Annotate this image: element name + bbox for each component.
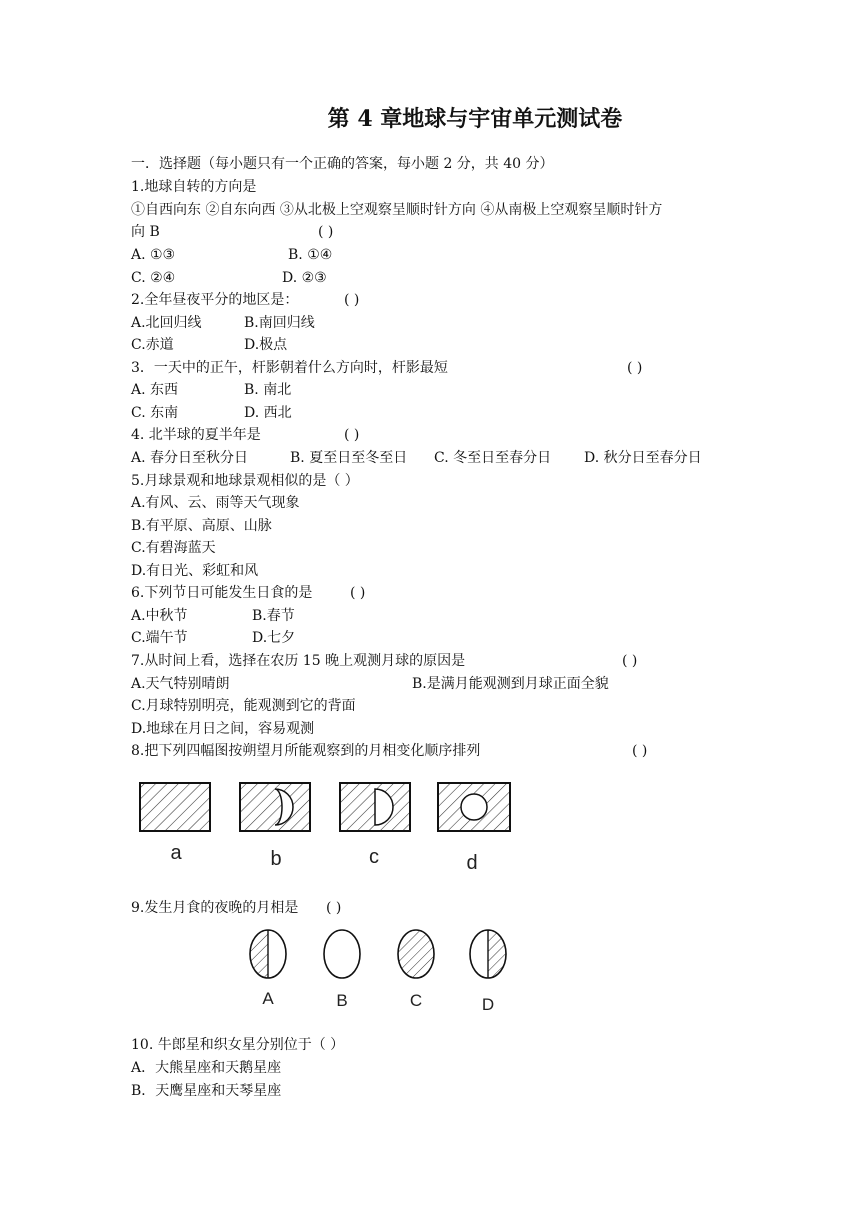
q5-stem: 5.月球景观和地球景观相似的是（ ） (131, 473, 359, 489)
q9-moon-d (470, 930, 506, 978)
q9-moon-b (324, 930, 360, 978)
q8-label-d: d (466, 852, 478, 874)
q3-answer-paren: ( ) (627, 360, 643, 376)
q9-label-d: D (481, 995, 495, 1014)
q6-option-c: C.端午节 (131, 630, 188, 646)
q8-panel-c (340, 783, 410, 831)
q2-answer-paren: ( ) (344, 292, 360, 308)
q5-option-c: C.有碧海蓝天 (131, 540, 216, 556)
q9-label-c: C (409, 991, 423, 1010)
q9-moon-c (398, 930, 434, 978)
section-heading: 一．选择题（每小题只有一个正确的答案，每小题 2 分，共 40 分） (131, 156, 554, 172)
q4-option-a: A. 春分日至秋分日 (131, 450, 249, 466)
q3-option-a: A. 东西 (131, 382, 179, 398)
q7-option-c: C.月球特别明亮，能观测到它的背面 (131, 698, 356, 714)
q1-option-b: B. ①④ (288, 247, 333, 263)
q6-stem: 6.下列节日可能发生日食的是 (131, 585, 313, 601)
q7-option-b: B.是满月能观测到月球正面全貌 (412, 676, 609, 692)
q9-moon-a (250, 930, 286, 978)
q1-option-a: A. ①③ (131, 247, 176, 263)
q7-answer-paren: ( ) (622, 653, 638, 669)
q1-option-c: C. ②④ (131, 270, 176, 286)
q10-stem: 10. 牛郎星和织女星分别位于（ ） (131, 1037, 345, 1053)
q6-option-b: B.春节 (252, 608, 295, 624)
q6-answer-paren: ( ) (350, 585, 366, 601)
q8-moon-phase-figure (130, 775, 530, 880)
q8-stem: 8.把下列四幅图按朔望月所能观察到的月相变化顺序排列 (131, 743, 481, 759)
q4-option-c: C. 冬至日至春分日 (434, 450, 552, 466)
q8-panel-a (140, 783, 210, 831)
q3-stem: 3．一天中的正午，杆影朝着什么方向时，杆影最短 (131, 360, 448, 376)
q4-answer-paren: ( ) (344, 427, 360, 443)
q4-stem: 4. 北半球的夏半年是 (131, 427, 261, 443)
q9-moon-phase-figure (240, 922, 520, 1014)
q10-option-a: A．大熊星座和天鹅星座 (131, 1060, 282, 1076)
q1-answer-paren: ( ) (318, 224, 334, 240)
q1-options-line: ①自西向东 ②自东向西 ③从北极上空观察呈顺时针方向 ④从南极上空观察呈顺时针方 (131, 202, 663, 218)
q1-continuation: 向 B (131, 224, 160, 240)
q8-label-a: a (170, 842, 182, 864)
q7-option-a: A.天气特别晴朗 (131, 676, 230, 692)
q4-option-b: B. 夏至日至冬至日 (290, 450, 408, 466)
q8-label-b: b (270, 848, 282, 870)
page-title: 第 4 章地球与宇宙单元测试卷 (327, 106, 623, 132)
q8-panel-b (240, 783, 310, 831)
q1-option-d: D. ②③ (282, 270, 327, 286)
q2-option-d: D.极点 (244, 337, 288, 353)
q2-option-b: B.南回归线 (244, 315, 315, 331)
q9-answer-paren: ( ) (326, 900, 342, 916)
q2-option-a: A.北回归线 (131, 315, 202, 331)
q2-option-c: C.赤道 (131, 337, 174, 353)
q1-stem: 1.地球自转的方向是 (131, 179, 257, 195)
q7-option-d: D.地球在月日之间，容易观测 (131, 721, 315, 737)
q5-option-b: B.有平原、高原、山脉 (131, 518, 272, 534)
q5-option-d: D.有日光、彩虹和风 (131, 563, 259, 579)
q10-option-b: B．天鹰星座和天琴星座 (131, 1083, 282, 1099)
q8-answer-paren: ( ) (632, 743, 648, 759)
q8-panel-d (438, 783, 510, 831)
q9-label-a: A (262, 989, 274, 1008)
q2-stem: 2.全年昼夜平分的地区是： (131, 292, 299, 308)
q4-option-d: D. 秋分日至春分日 (584, 450, 702, 466)
q9-stem: 9.发生月食的夜晚的月相是 (131, 900, 299, 916)
q3-option-d: D. 西北 (244, 405, 292, 421)
q7-stem: 7.从时间上看，选择在农历 15 晚上观测月球的原因是 (131, 653, 466, 669)
q6-option-d: D.七夕 (252, 630, 296, 646)
q5-option-a: A.有风、云、雨等天气现象 (131, 495, 300, 511)
q6-option-a: A.中秋节 (131, 608, 188, 624)
q3-option-b: B. 南北 (244, 382, 292, 398)
q8-label-c: c (369, 846, 379, 868)
q9-label-b: B (336, 991, 348, 1010)
q3-option-c: C. 东南 (131, 405, 179, 421)
